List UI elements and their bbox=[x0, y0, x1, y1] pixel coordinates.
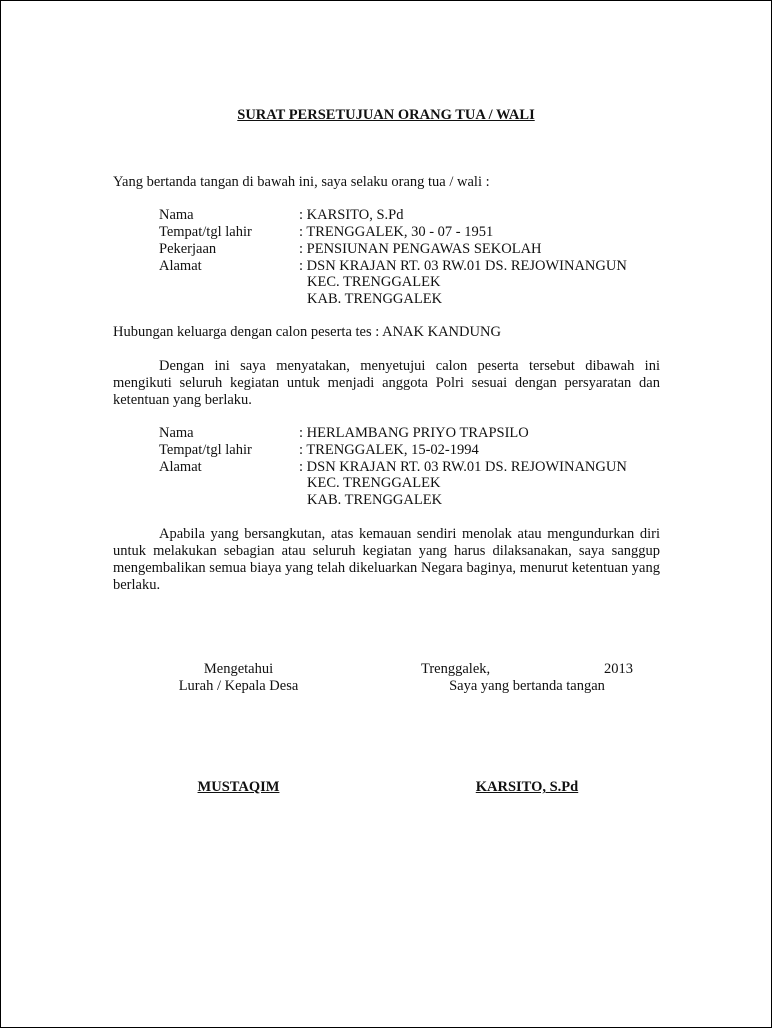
parent-pekerjaan-label: Pekerjaan bbox=[159, 241, 217, 257]
letter-title: SURAT PERSETUJUAN ORANG TUA / WALI bbox=[237, 107, 535, 123]
parent-nama-label: Nama bbox=[159, 207, 194, 223]
candidate-nama-label: Nama bbox=[159, 425, 194, 441]
candidate-ttl-label: Tempat/tgl lahir bbox=[159, 442, 252, 458]
commitment-text: Apabila yang bersangkutan, atas kemauan sendiri menolak atau mengundurkan diri untuk melakukan sebagian atau seluruh kegiatan yang harus dilaksanakan, saya sanggup mengembalikan semua biaya yang telah dikeluarkan Negara baginya, menurut ketentuan yang berlaku. bbox=[113, 526, 660, 593]
parent-alamat-line2: KEC. TRENGGALEK bbox=[307, 274, 441, 290]
parent-ttl-label: Tempat/tgl lahir bbox=[159, 224, 252, 240]
candidate-alamat-line3: KAB. TRENGGALEK bbox=[307, 492, 443, 508]
intro-text: Yang bertanda tangan di bawah ini, saya selaku orang tua / wali : bbox=[113, 174, 490, 190]
signing-place: Trenggalek, bbox=[421, 661, 491, 677]
candidate-nama-value: : HERLAMBANG PRIYO TRAPSILO bbox=[299, 425, 529, 441]
relation-text: Hubungan keluarga dengan calon peserta tes : ANAK KANDUNG bbox=[113, 324, 501, 340]
candidate-ttl-value: : TRENGGALEK, 15-02-1994 bbox=[299, 442, 479, 458]
statement-paragraph bbox=[113, 358, 660, 409]
right-signatory-name: KARSITO, S.Pd bbox=[475, 779, 579, 795]
left-role: Lurah / Kepala Desa bbox=[178, 678, 299, 694]
parent-pekerjaan-value: : PENSIUNAN PENGAWAS SEKOLAH bbox=[299, 241, 542, 257]
left-heading: Mengetahui bbox=[203, 661, 274, 677]
candidate-alamat-label: Alamat bbox=[159, 459, 202, 475]
signing-year: 2013 bbox=[604, 661, 633, 677]
commitment-paragraph bbox=[113, 526, 660, 594]
candidate-alamat-value: : DSN KRAJAN RT. 03 RW.01 DS. REJOWINANGUN bbox=[299, 459, 627, 475]
parent-alamat-line3: KAB. TRENGGALEK bbox=[307, 291, 443, 307]
parent-alamat-label: Alamat bbox=[159, 258, 202, 274]
parent-ttl-value: : TRENGGALEK, 30 - 07 - 1951 bbox=[299, 224, 494, 240]
parent-alamat-value: : DSN KRAJAN RT. 03 RW.01 DS. REJOWINANGUN bbox=[299, 258, 627, 274]
left-signatory-name: MUSTAQIM bbox=[197, 779, 280, 795]
parent-nama-value: : KARSITO, S.Pd bbox=[299, 207, 404, 223]
statement-text: Dengan ini saya menyatakan, menyetujui calon peserta tersebut dibawah ini mengikuti seluruh kegiatan untuk menjadi anggota Polri sesuai dengan persyaratan dan ketentuan yang berlaku. bbox=[113, 358, 660, 408]
right-role: Saya yang bertanda tangan bbox=[449, 678, 605, 694]
candidate-alamat-line2: KEC. TRENGGALEK bbox=[307, 475, 441, 491]
